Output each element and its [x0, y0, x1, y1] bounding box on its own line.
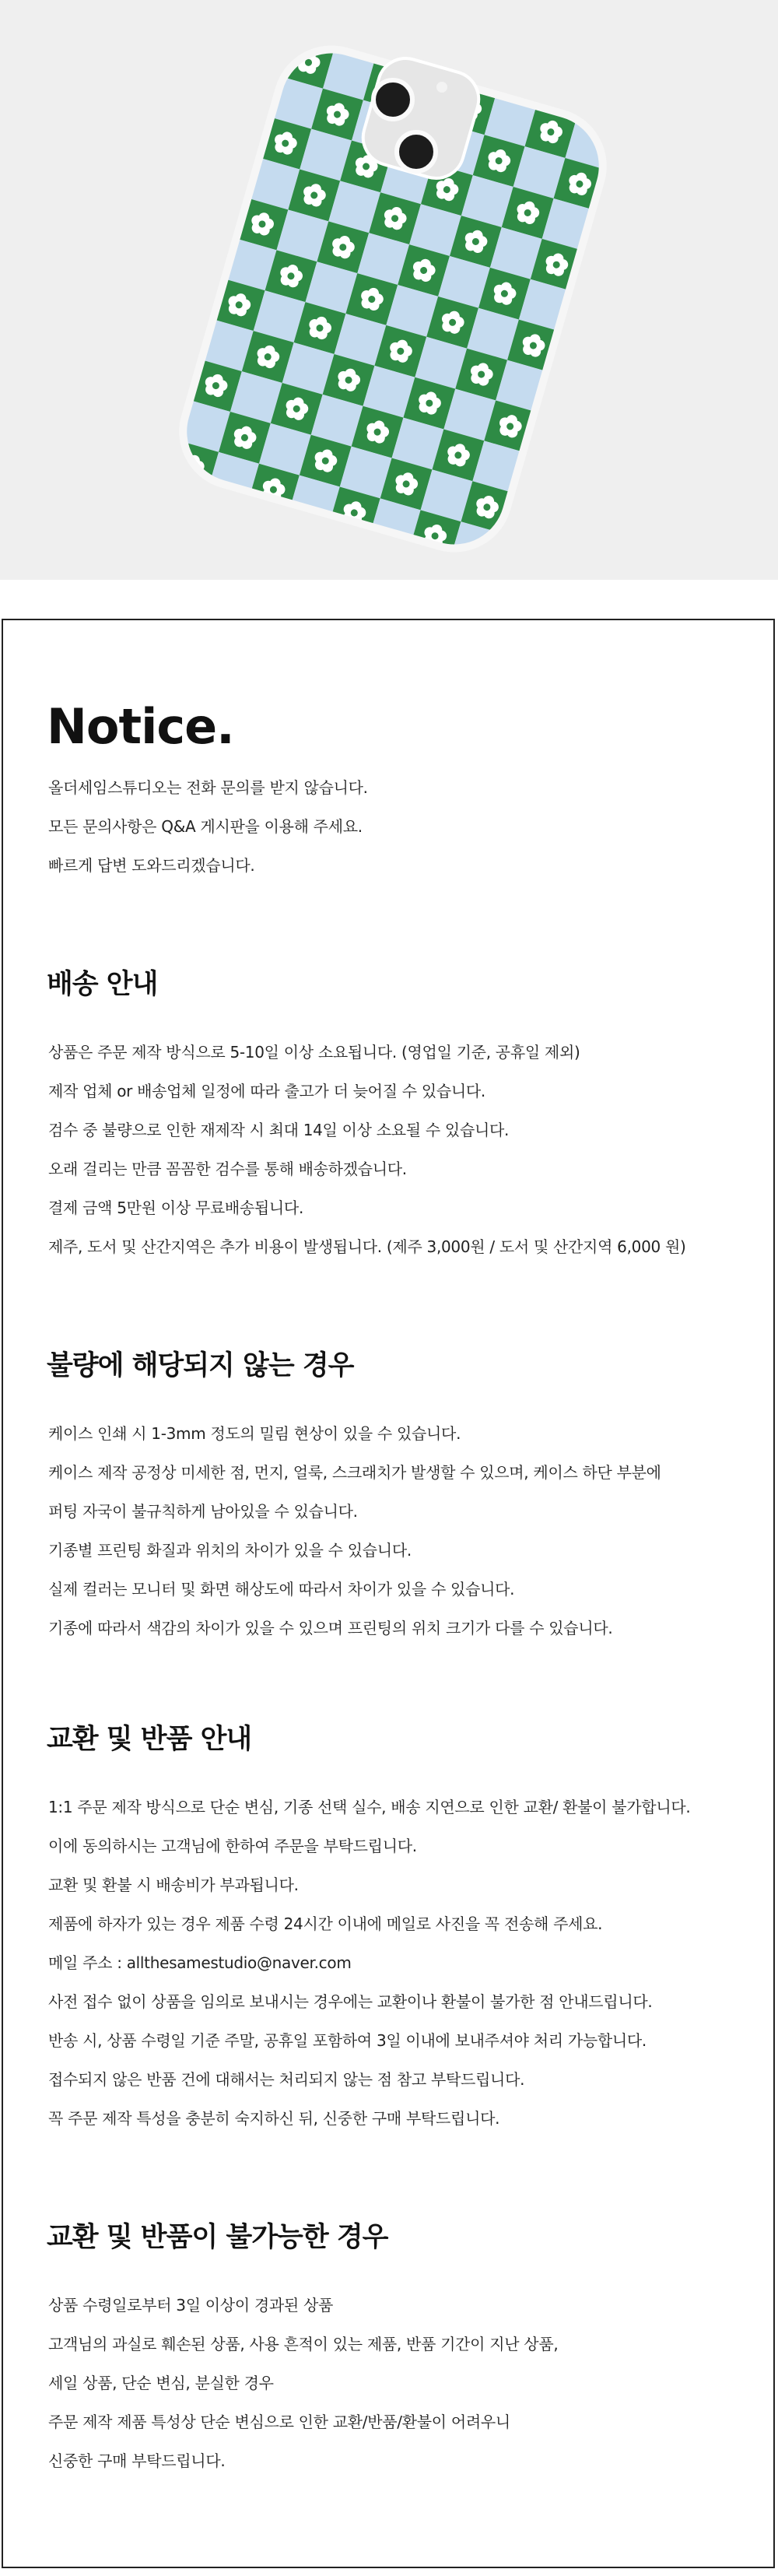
- camera-flash: [436, 82, 447, 93]
- intro-line: 올더세임스튜디오는 전화 문의를 받지 않습니다.: [48, 778, 368, 797]
- shipping-line: 제주, 도서 및 산간지역은 추가 비용이 발생됩니다. (제주 3,000원 / 도서 및 산간지역 6,000 원): [48, 1237, 686, 1256]
- intro-line: 빠르게 답변 도와드리겠습니다.: [48, 856, 255, 875]
- shipping-line: 결제 금액 5만원 이상 무료배송됩니다.: [48, 1199, 304, 1217]
- shipping-line: 제작 업체 or 배송업체 일정에 따라 출고가 더 늦어질 수 있습니다.: [48, 1082, 485, 1100]
- shipping-line: 상품은 주문 제작 방식으로 5-10일 이상 소요됩니다. (영업일 기준, 공휴일 제외): [48, 1043, 580, 1062]
- non-defect-line: 퍼팅 자국이 불규칙하게 남아있을 수 있습니다.: [48, 1502, 358, 1521]
- exchange-line: 이에 동의하시는 고객님에 한하여 주문을 부탁드립니다.: [48, 1837, 417, 1855]
- non-defect-line: 기종에 따라서 색감의 차이가 있을 수 있으며 프린팅의 위치 크기가 다를 수 있습니다.: [48, 1619, 613, 1637]
- exchange-lines: [48, 1788, 690, 2138]
- intro-line: 모든 문의사항은 Q&A 게시판을 이용해 주세요.: [48, 817, 363, 836]
- shipping-lines: [48, 1033, 686, 1266]
- notice-title: Notice.: [47, 698, 234, 755]
- no-exchange-line: 세일 상품, 단순 변심, 분실한 경우: [48, 2374, 274, 2392]
- shipping-title: 배송 안내: [47, 969, 158, 1000]
- shipping-line: 오래 걸리는 만큼 꼼꼼한 검수를 통해 배송하겠습니다.: [48, 1160, 407, 1178]
- non-defect-lines: [48, 1414, 661, 1648]
- no-exchange-line: 고객님의 과실로 훼손된 상품, 사용 흔적이 있는 제품, 반품 기간이 지난 상품,: [48, 2335, 559, 2353]
- exchange-line: 1:1 주문 제작 방식으로 단순 변심, 기종 선택 실수, 배송 지연으로 인한 교환/ 환불이 불가합니다.: [48, 1798, 691, 1816]
- phone-case-checker-flower-icon: [0, 0, 778, 580]
- non-defect-line: 실제 컬러는 모니터 및 화면 해상도에 따라서 차이가 있을 수 있습니다.: [48, 1580, 515, 1599]
- camera-lens: [397, 132, 436, 171]
- no-exchange-line: 주문 제작 제품 특성상 단순 변심으로 인한 교환/반품/환불이 어려우니: [48, 2413, 510, 2431]
- non-defect-title: 불량에 해당되지 않는 경우: [47, 1350, 354, 1381]
- exchange-line: 꼭 주문 제작 특성을 충분히 숙지하신 뒤, 신중한 구매 부탁드립니다.: [48, 2109, 500, 2128]
- no-exchange-title: 교환 및 반품이 불가능한 경우: [47, 2222, 388, 2253]
- product-image-area: [0, 0, 778, 580]
- non-defect-line: 기종별 프린팅 화질과 위치의 차이가 있을 수 있습니다.: [48, 1541, 412, 1560]
- camera-lens: [373, 80, 412, 119]
- shipping-line: 검수 중 불량으로 인한 재제작 시 최대 14일 이상 소요될 수 있습니다.: [48, 1121, 510, 1139]
- exchange-line: 반송 시, 상품 수령일 기준 주말, 공휴일 포함하여 3일 이내에 보내주셔야 처리 가능합니다.: [48, 2031, 647, 2050]
- no-exchange-line: 상품 수령일로부터 3일 이상이 경과된 상품: [48, 2296, 334, 2315]
- non-defect-line: 케이스 제작 공정상 미세한 점, 먼지, 얼룩, 스크래치가 발생할 수 있으며, 케이스 하단 부분에: [48, 1463, 661, 1482]
- notice-box: [2, 619, 775, 2568]
- notice-intro: [48, 768, 368, 885]
- exchange-line: 메일 주소 : allthesamestudio@naver.com: [48, 1953, 352, 1972]
- exchange-line: 제품에 하자가 있는 경우 제품 수령 24시간 이내에 메일로 사진을 꼭 전송해 주세요.: [48, 1914, 603, 1933]
- exchange-title: 교환 및 반품 안내: [47, 1724, 252, 1755]
- no-exchange-line: 신중한 구매 부탁드립니다.: [48, 2451, 226, 2470]
- exchange-line: 교환 및 환불 시 배송비가 부과됩니다.: [48, 1876, 299, 1894]
- non-defect-line: 케이스 인쇄 시 1-3mm 정도의 밀림 현상이 있을 수 있습니다.: [48, 1424, 461, 1443]
- no-exchange-lines: [48, 2286, 558, 2480]
- exchange-line: 사전 접수 없이 상품을 임의로 보내시는 경우에는 교환이나 환불이 불가한 점 안내드립니다.: [48, 1992, 653, 2011]
- exchange-line: 접수되지 않은 반품 건에 대해서는 처리되지 않는 점 참고 부탁드립니다.: [48, 2070, 525, 2089]
